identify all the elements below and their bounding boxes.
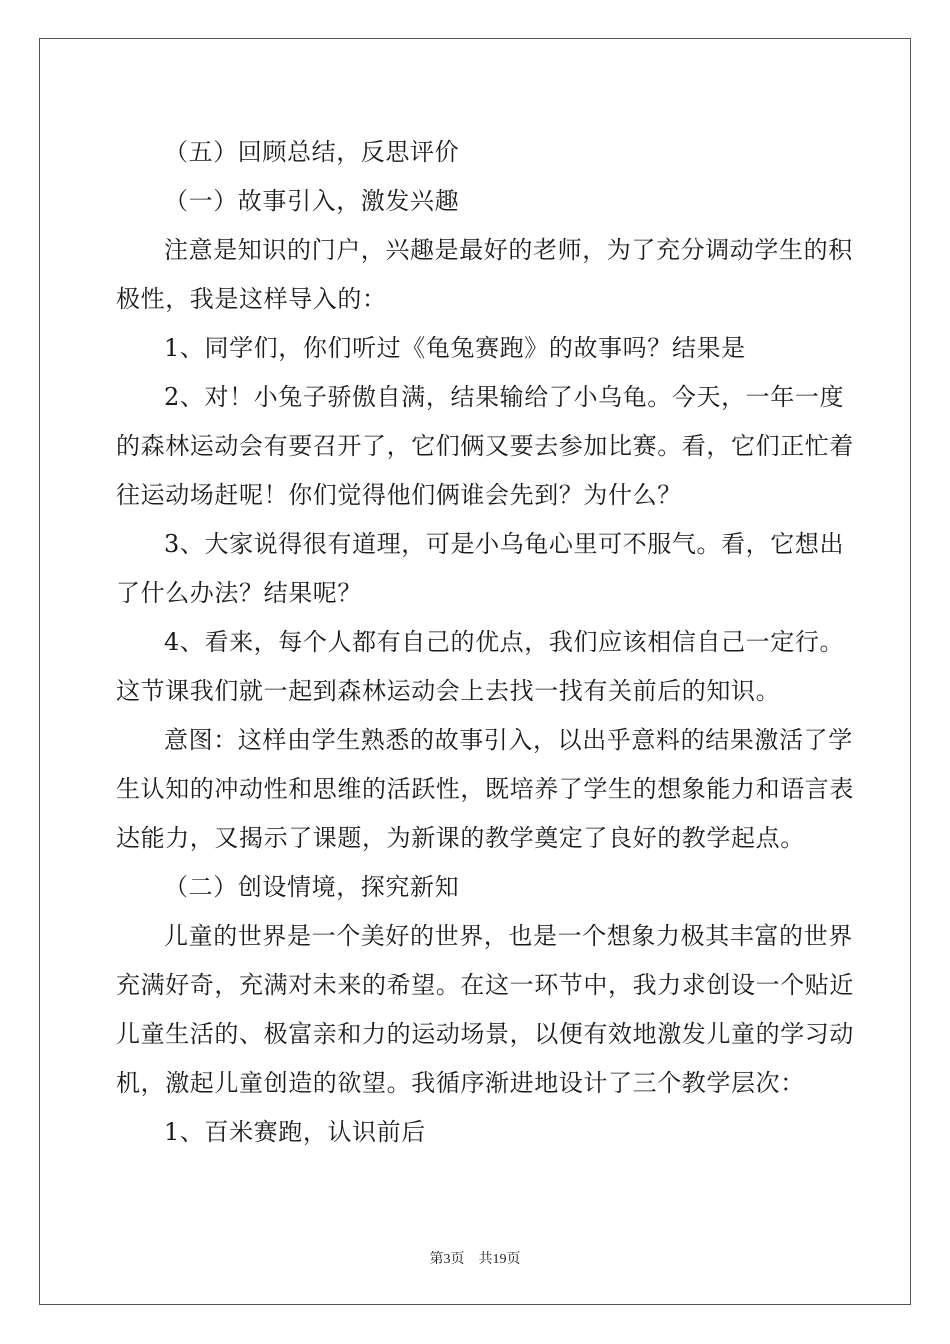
page-total: 共19页 bbox=[478, 1252, 521, 1267]
text-line: 充满好奇，充满对未来的希望。在这一环节中，我力求创设一个贴近 bbox=[116, 971, 854, 999]
text-line: 儿童生活的、极富亲和力的运动场景，以便有效地激发儿童的学习动 bbox=[116, 1020, 854, 1048]
text-line: 4、看来，每个人都有自己的优点，我们应该相信自己一定行。 bbox=[164, 628, 845, 656]
text-line: 2、对！小兔子骄傲自满，结果输给了小乌龟。今天，一年一度 bbox=[164, 383, 845, 411]
text-line: 了什么办法？结果呢？ bbox=[116, 579, 362, 607]
text-line: 儿童的世界是一个美好的世界，也是一个想象力极其丰富的世界 bbox=[164, 922, 853, 950]
text-line: 往运动场赶呢！你们觉得他们俩谁会先到？为什么？ bbox=[116, 481, 682, 509]
text-line: 1、同学们，你们听过《龟兔赛跑》的故事吗？结果是 bbox=[164, 334, 746, 362]
text-line: 意图：这样由学生熟悉的故事引入，以出乎意料的结果激活了学 bbox=[164, 726, 853, 754]
page-number: 第3页 bbox=[429, 1252, 465, 1267]
text-line: 的森林运动会有要召开了，它们俩又要去参加比赛。看，它们正忙着 bbox=[116, 432, 854, 460]
page-footer bbox=[0, 1248, 950, 1268]
text-line: 这节课我们就一起到森林运动会上去找一找有关前后的知识。 bbox=[116, 677, 781, 705]
text-line: 达能力，又揭示了课题，为新课的教学奠定了良好的教学起点。 bbox=[116, 824, 805, 852]
text-line: 生认知的冲动性和思维的活跃性，既培养了学生的想象能力和语言表 bbox=[116, 775, 854, 803]
text-line: 注意是知识的门户，兴趣是最好的老师，为了充分调动学生的积 bbox=[164, 236, 853, 264]
text-line: （二）创设情境，探究新知 bbox=[164, 873, 460, 901]
text-line: 极性，我是这样导入的： bbox=[116, 285, 387, 313]
text-line: （五）回顾总结，反思评价 bbox=[164, 138, 460, 166]
text-line: 3、大家说得很有道理，可是小乌龟心里可不服气。看，它想出 bbox=[164, 530, 845, 558]
text-line: 1、百米赛跑，认识前后 bbox=[164, 1118, 426, 1146]
text-line: （一）故事引入，激发兴趣 bbox=[164, 187, 460, 215]
document-body bbox=[116, 128, 854, 1157]
text-line: 机，激起儿童创造的欲望。我循序渐进地设计了三个教学层次： bbox=[116, 1069, 805, 1097]
